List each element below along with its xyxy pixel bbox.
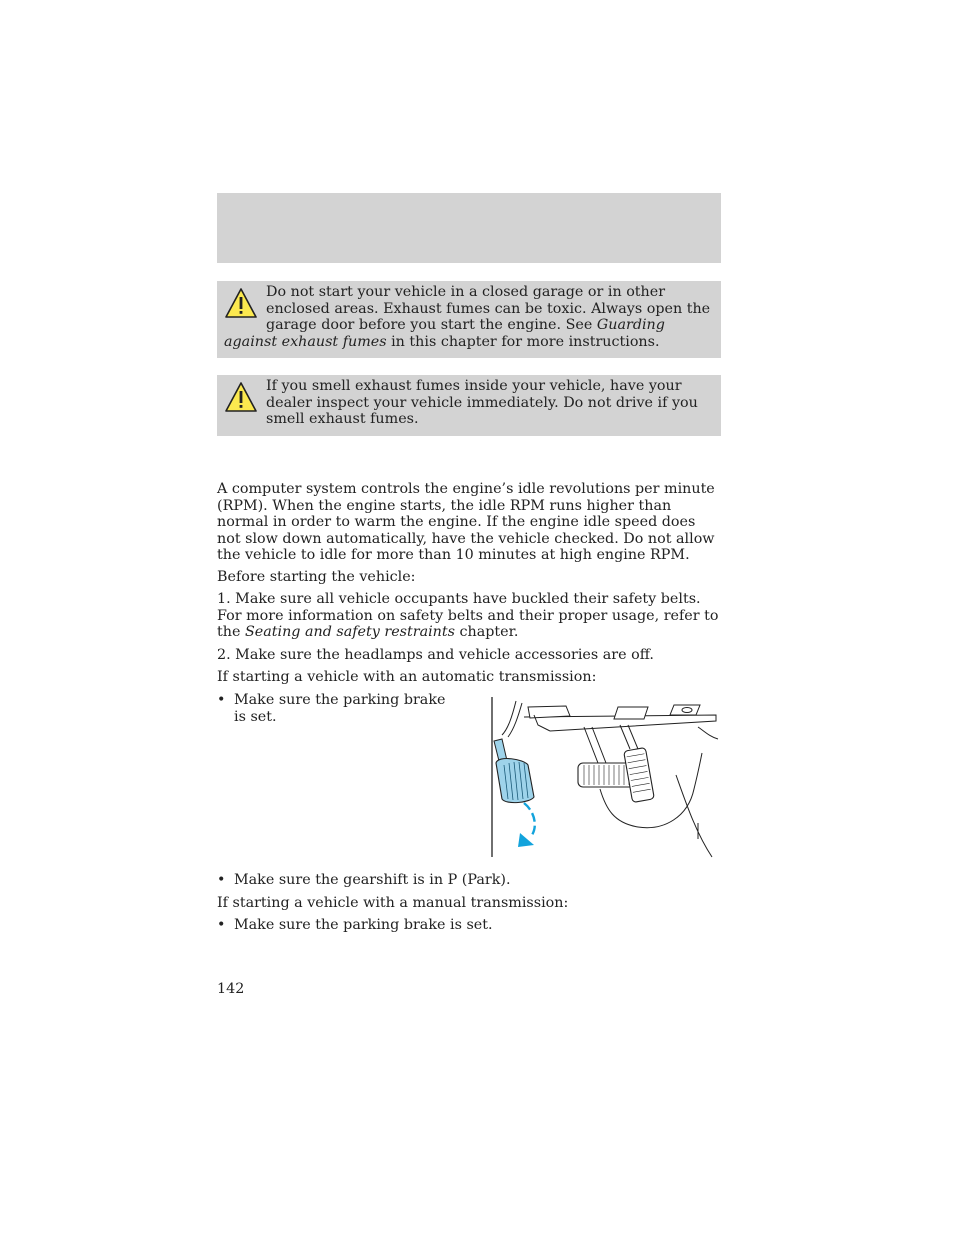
list-item-parking-brake-auto	[217, 692, 457, 725]
warning-box-fumes	[217, 375, 721, 436]
idle-rpm-paragraph: A computer system controls the engine’s idle revolutions per minute (RPM). When the engine starts, the idle RPM runs higher than normal in order to warm the engine. If the engine idle speed does not slow down automatically, have the vehicle checked. Do not allow the vehicle to idle for more than 10 minutes at high engine RPM.	[217, 481, 715, 563]
warning-box-garage	[217, 281, 721, 358]
manual-transmission-heading: If starting a vehicle with a manual transmission:	[217, 895, 569, 911]
page-number: 142	[217, 981, 245, 997]
warning-text-before: Do not start your vehicle in a closed garage or in other enclosed areas. Exhaust fumes can be toxic. Always open the garage door before you start the engine. See	[266, 284, 711, 333]
bullet-text: Make sure the parking brake is set.	[234, 917, 493, 933]
bullet-dot: •	[217, 917, 226, 933]
step-1-italic: Seating and safety restraints	[244, 624, 455, 640]
warning-triangle-icon	[224, 381, 258, 413]
warning-triangle-icon	[224, 287, 258, 319]
warning-text-after: in this chapter for more instructions.	[386, 333, 660, 350]
pedals-illustration	[488, 693, 720, 859]
step-1-text-before: 1. Make sure all vehicle occupants have buckled their safety belts. For more information on safety belts and their proper usage, refer to the	[217, 591, 719, 640]
bullet-dot: •	[217, 872, 226, 888]
step-1-paragraph	[217, 591, 722, 641]
bullet-dot: •	[217, 692, 226, 708]
step-2-paragraph: 2. Make sure the headlamps and vehicle accessories are off.	[217, 647, 654, 663]
automatic-transmission-heading: If starting a vehicle with an automatic transmission:	[217, 669, 597, 685]
list-item-gearshift	[217, 872, 697, 889]
list-item-parking-brake-manual	[217, 917, 697, 934]
warning-text: If you smell exhaust fumes inside your vehicle, have your dealer inspect your vehicle immediately. Do not drive if you smell exhaust fumes.	[266, 378, 698, 427]
warning-text-italic: Guarding against exhaust fumes	[224, 317, 665, 350]
section-header-bar	[217, 193, 721, 263]
bullet-text: Make sure the parking brake is set.	[234, 692, 446, 725]
before-starting-text: Before starting the vehicle:	[217, 569, 416, 585]
bullet-text: Make sure the gearshift is in P (Park).	[234, 872, 511, 888]
step-1-text-after: chapter.	[454, 624, 519, 640]
